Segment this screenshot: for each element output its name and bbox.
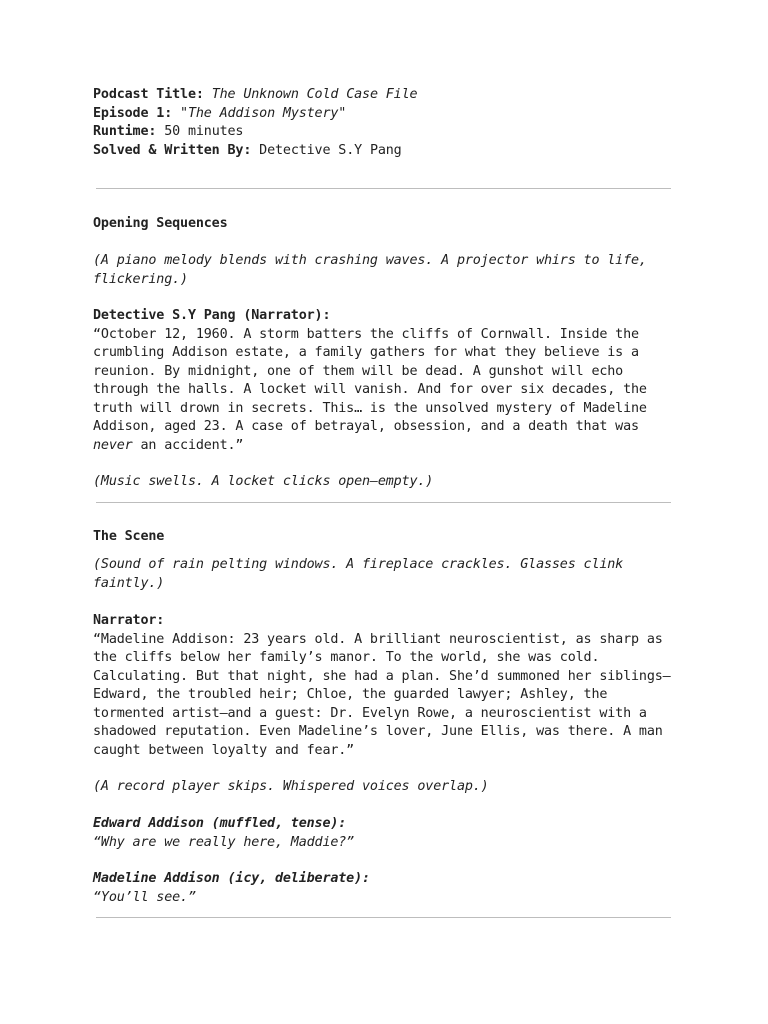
opening-speaker: Detective S.Y Pang (Narrator): bbox=[93, 308, 331, 323]
opening-speech bbox=[93, 326, 683, 456]
stage-direction bbox=[93, 778, 683, 797]
author-value: Detective S.Y Pang bbox=[259, 142, 402, 158]
scene-stage-1: (Sound of rain pelting windows. A fireplace crackles. Glasses clink faintly.) bbox=[93, 557, 624, 591]
stage-direction bbox=[93, 252, 683, 289]
runtime-label: Runtime: bbox=[93, 124, 157, 139]
madeline-speaker: Madeline Addison (icy, deliberate): bbox=[93, 871, 370, 886]
scene-speaker: Narrator: bbox=[93, 613, 165, 628]
edward-speaker: Edward Addison (muffled, tense): bbox=[93, 816, 347, 831]
divider bbox=[96, 502, 671, 503]
divider bbox=[96, 917, 671, 918]
opening-speech-em: never bbox=[93, 437, 133, 453]
opening-speech-tail: an accident.” bbox=[132, 437, 244, 453]
edward-line: “Why are we really here, Maddie?” bbox=[93, 834, 355, 850]
podcast-title-value: The Unknown Cold Case File bbox=[211, 87, 418, 102]
episode-value: "The Addison Mystery" bbox=[180, 105, 347, 121]
podcast-title-label: Podcast Title: bbox=[93, 87, 204, 102]
author-row bbox=[93, 142, 683, 161]
dialogue-madeline bbox=[93, 870, 683, 907]
episode-header bbox=[93, 86, 683, 160]
opening-stage-1: (A piano melody blends with crashing waves. A projector whirs to life, flickering.) bbox=[93, 253, 647, 287]
episode-label: Episode 1: bbox=[93, 105, 173, 121]
stage-direction bbox=[93, 556, 683, 593]
madeline-line: “You’ll see.” bbox=[93, 889, 196, 905]
scene-speech: “Madeline Addison: 23 years old. A brilliant neuroscientist, as sharp as the cliffs below her family’s manor. To the world, she was cold. Calculating. But that night, she had a plan. She’d summoned her siblings—Edward, the troubled heir; Chloe, the guarded lawyer; Ashley, the tormented artist—and a guest: Dr. Evelyn Rowe, a neuroscientist with a shadowed reputation. Even Madeline’s lover, June Ellis, was there. A man caught between loyalty and fear.” bbox=[93, 631, 671, 758]
author-label: Solved & Written By: bbox=[93, 142, 252, 158]
section-heading-opening bbox=[93, 215, 683, 234]
dialogue-edward bbox=[93, 815, 683, 852]
narrator-block bbox=[93, 307, 683, 455]
divider bbox=[96, 188, 671, 189]
opening-stage-2: (Music swells. A locket clicks open—empty.) bbox=[93, 474, 434, 489]
scene-heading: The Scene bbox=[93, 529, 165, 544]
opening-heading: Opening Sequences bbox=[93, 216, 228, 231]
section-heading-scene bbox=[93, 528, 683, 547]
podcast-title-row bbox=[93, 86, 683, 105]
narrator-block bbox=[93, 612, 683, 760]
episode-row bbox=[93, 105, 683, 124]
runtime-value: 50 minutes bbox=[164, 124, 244, 139]
scene-stage-2: (A record player skips. Whispered voices overlap.) bbox=[93, 779, 489, 794]
stage-direction bbox=[93, 473, 683, 492]
runtime-row bbox=[93, 123, 683, 142]
opening-speech-main: “October 12, 1960. A storm batters the cliffs of Cornwall. Inside the crumbling Addison estate, a family gathers for what they believe is a reunion. By midnight, one of them will be dead. A gunshot will echo through the halls. A locket will vanish. And for over six decades, the truth will drown in secrets. This… is the unsolved mystery of Madeline Addison, aged 23. A case of betrayal, obsession, and a death that was bbox=[93, 326, 647, 434]
